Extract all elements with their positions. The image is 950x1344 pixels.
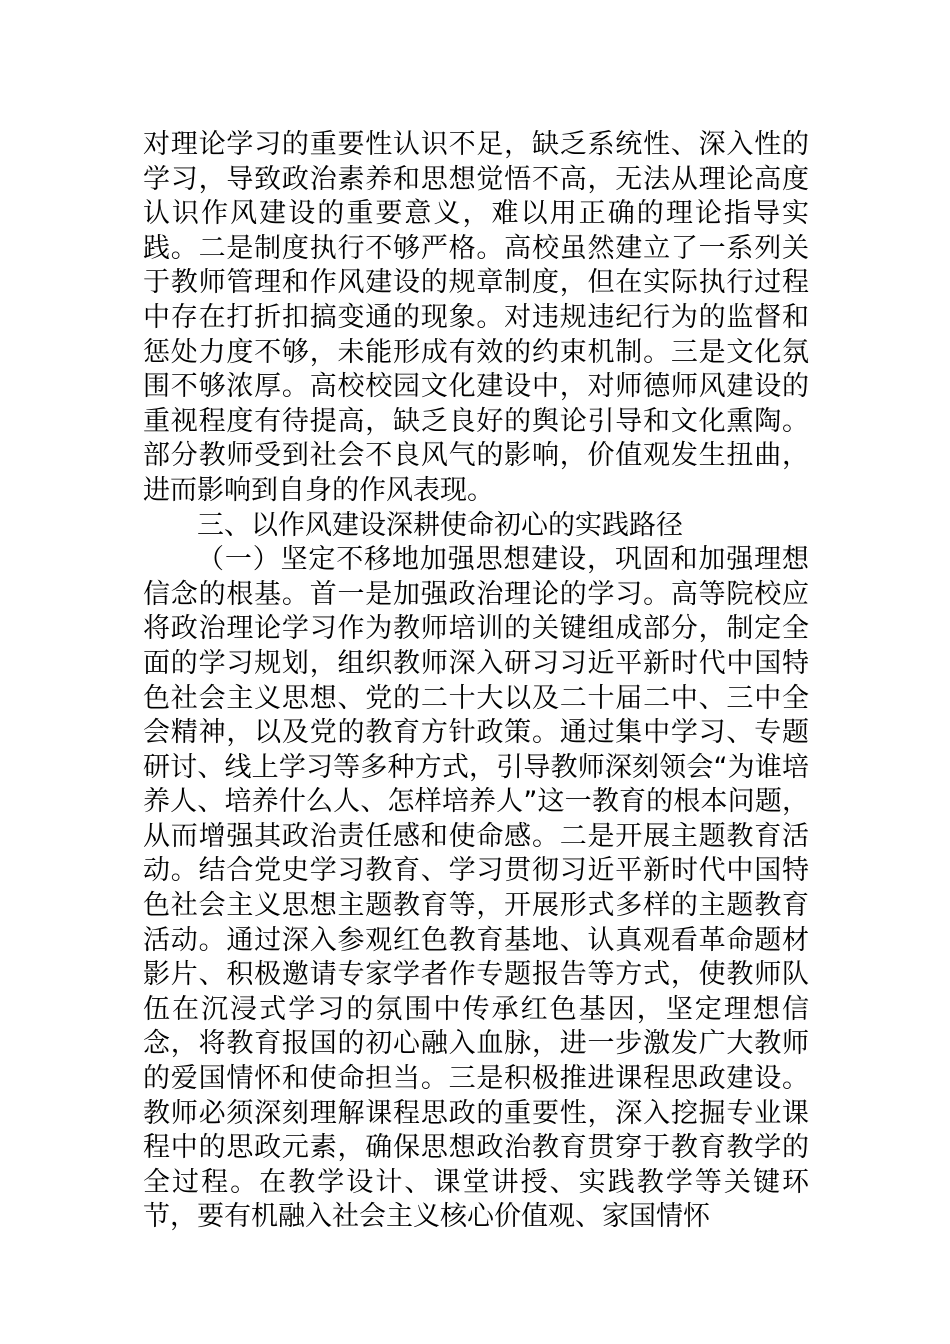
section-heading: 三、以作风建设深耕使命初心的实践路径 [197, 509, 683, 541]
document-body [143, 128, 809, 1235]
body-paragraph-subsection: （一）坚定不移地加强思想建设，巩固和加强理想信念的根基。首一是加强政治理论的学习。高等院校应将政治理论学习作为教师培训的关键组成部分，制定全面的学习规划，组织教师深入研习习近平新时代中国特色社会主义思想、党的二十大以及二十届二中、三中全会精神，以及党的教育方针政策。通过集中学习、专题研讨、线上学习等多种方式，引导教师深刻领会“为谁培养人、培养什么人、怎样培养人”这一教育的根本问题，从而增强其政治责任感和使命感。二是开展主题教育活动。结合党史学习教育、学习贯彻习近平新时代中国特色社会主义思想主题教育等，开展形式多样的主题教育活动。通过深入参观红色教育基地、认真观看革命题材影片、积极邀请专家学者作专题报告等方式，使教师队伍在沉浸式学习的氛围中传承红色基因，坚定理想信念，将教育报国的初心融入血脉，进一步激发广大教师的爱国情怀和使命担当。三是积极推进课程思政建设。教师必须深刻理解课程思政的重要性，深入挖掘专业课程中的思政元素，确保思想政治教育贯穿于教育教学的全过程。在教学设计、课堂讲授、实践教学等关键环节，要有机融入社会主义核心价值观、家国情怀 [143, 544, 809, 1233]
body-paragraph-continued: 对理论学习的重要性认识不足，缺乏系统性、深入性的学习，导致政治素养和思想觉悟不高，无法从理论高度认识作风建设的重要意义，难以用正确的理论指导实践。二是制度执行不够严格。高校虽然建立了一系列关于教师管理和作风建设的规章制度，但在实际执行过程中存在打折扣搞变通的现象。对违规违纪行为的监督和惩处力度不够，未能形成有效的约束机制。三是文化氛围不够浓厚。高校校园文化建设中，对师德师风建设的重视程度有待提高，缺乏良好的舆论引导和文化熏陶。部分教师受到社会不良风气的影响，价值观发生扭曲，进而影响到自身的作风表现。 [143, 129, 809, 506]
